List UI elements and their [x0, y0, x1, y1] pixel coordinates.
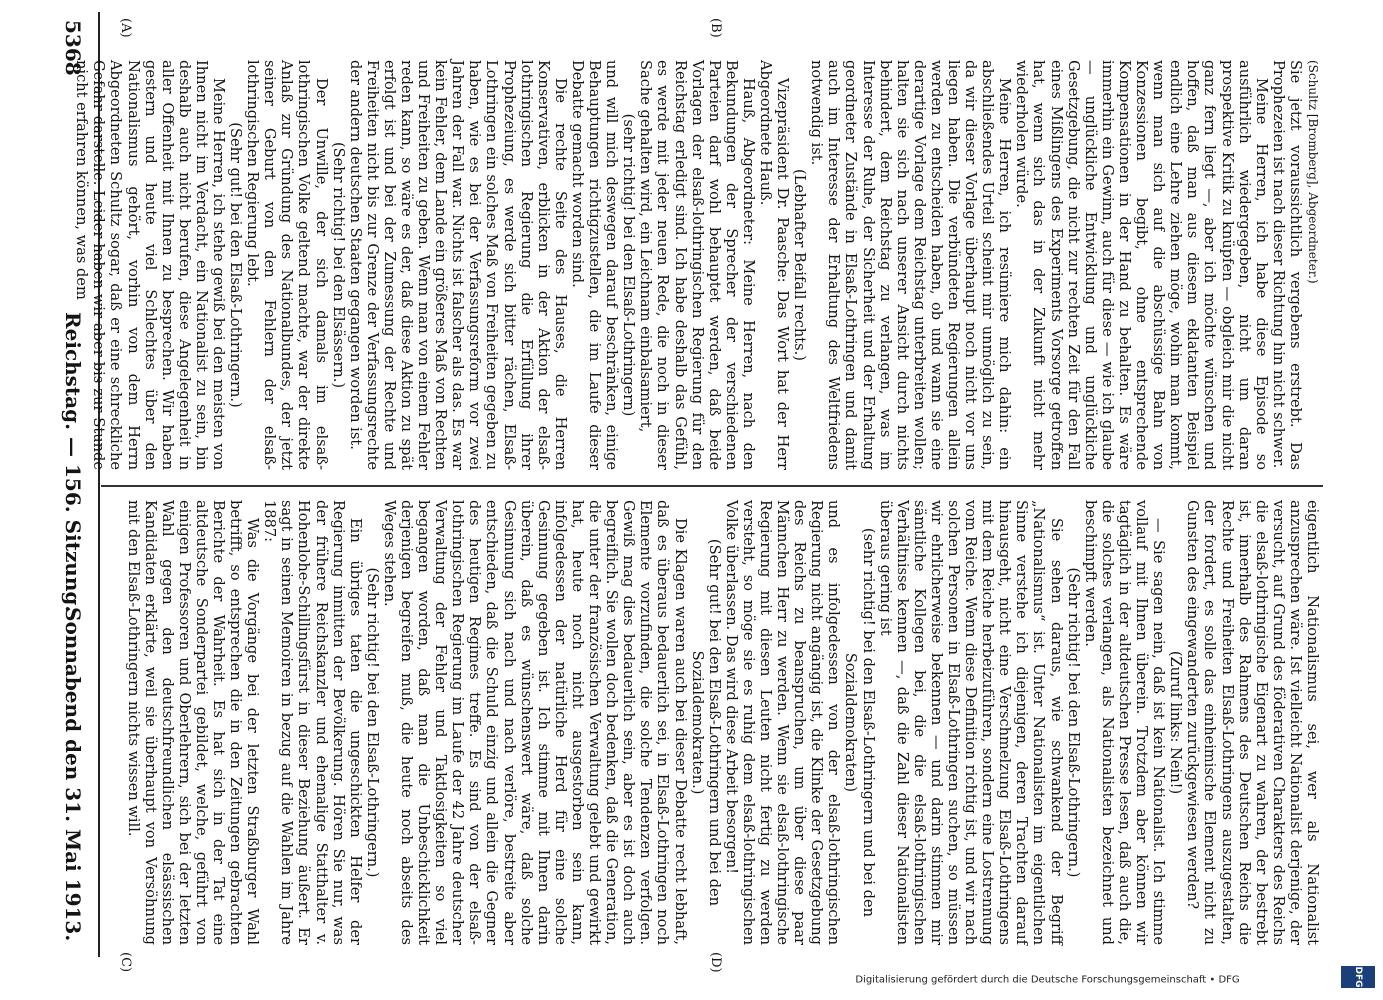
quotation: Was die Vorgänge bei der letzten Straßburger Wahl betrifft, so entsprechen die in den Zeitungen gebrachten Berichte der Wahrheit. Es hat sich in der Tat eine altdeutsche Sonderpartei gebildet, welche, geführt von einigen Professoren und Oberlehrern, sich bei der letzten Wahl gegen den deutschfreundlichen elsässischen Kandidaten erklärte, weil sie überhaupt von Versöhnung mit den Elsaß-Lothringern nichts wissen will.	[124, 500, 262, 945]
paragraph: Ein übriges taten die ungeschickten Helfer der Regierung inmitten der Bevölkerung. Hören Sie nur, was der frühere Reichskanzler und ehemalige Statthalter v. Hohenlohe-Schillingsfürst in dieser Beziehung äußert. Er sagt in seinen Memoiren in bezug auf die Wahlen im Jahre 1887:	[261, 500, 364, 945]
digitization-sidebar	[0, 960, 1383, 990]
digitization-credit: Digitalisierung gefördert durch die Deutsche Forschungsgemeinschaft • DFG	[855, 974, 1240, 986]
paragraph: Hauß, Abgeordneter: Meine Herren, nach den Bekundungen der Sprecher der verschiedenen Parteien darf wohl behauptet werden, daß beide Vorlagen der elsaß-lothringischen Regierung für den Reichstag erledigt sind. Ich habe deshalb das Gefühl, es werde mit jeder neuen Rede, die noch in dieser Sache gehalten wird, ein Leichnam einbalsamiert,	[637, 60, 757, 470]
paragraph: und es infolgedessen von der elsaß-lothringischen Regierung nicht angängig ist, die Klinke der Gesetzgebung des Reichs zu beanspruchen, um über diese paar Männchen Herr zu werden. Wenn sie elsaß-lothringische Regierung mit diesen Leuten nicht fertig zu werden versteht, so möge sie es ruhig dem elsaß-lothringischen Volke überlassen. Das wird diese Arbeit besorgen!	[722, 500, 843, 945]
interjection: (sehr richtig! bei den Elsaß-Lothringern)	[620, 113, 638, 417]
paragraph: Die rechte Seite des Hauses, die Herren Konservativen, erblicken in der Aktion der elsaß-lothringischen Regierung die Erfüllung ihrer Prophezeiung, es werde sich bitter rächen, Elsaß-Lothringen ein solches Maß von Freiheiten gegeben zu haben, wie es bei der Verfassungsreform vor zwei Jahren der Fall war. Nichts ist falscher als das. Es war kein Fehler, dem Lande ein größeres Maß von Rechten und Freiheiten zu geben. Wenn man von einem Fehler reden kann, so wäre es der, daß diese Aktion zu spät erfolgt ist und bei der Zumessung der Rechte und Freiheiten nicht bis zur Grenze der Verfassungsrechte der andern deutschen Staaten gegangen worden ist.	[346, 60, 569, 470]
column-divider	[101, 485, 1323, 487]
paragraph: Die Klagen waren auch bei dieser Debatte recht lebhaft, daß es überaus bedauerlich sei, in Elsaß-Lothringen noch Elemente vorzufinden, die solche Tendenzen verfolgen. Gewiß mag dies bedauerlich sein, aber es ist doch auch begreiflich. Sie wollen doch bedenken, daß die Generation, die unter der französischen Verwaltung gelebt und gewirkt hat, heute noch nicht ausgestorben sein kann, infolgedessen der natürliche Herd für eine solche Gesinnung gegeben ist. Ich stimme mit Ihnen darin überein, daß es wünschenswert wäre, daß solche Gesinnung sich nach und nach verlöre, bestreite aber entschieden, daß die Schuld einzig und allein die Gegner des heutigen Regimes treffe. Es sind von der elsaß-lothringischen Regierung im Laufe der 42 Jahre deutscher Verwaltung der Fehler und Taktlosigkeiten so viel begangen worden, daß man die Unbeschicklichkeit derjenigen begreifen muß, die heute noch abseits des Weges stehen.	[380, 500, 689, 945]
interjection: (Sehr gut! bei den Elsaß-Lothringern und bei den Sozialdemokraten.)	[688, 538, 723, 907]
interjection: (Lebhafter Beifall rechts.)	[791, 169, 809, 361]
paragraph: Meine Herren, ich habe diese Episode so ausführlich wiedergegeben, nicht um daran prospektive Kritik zu knüpfen — obgleich mir die nicht ganz fern liegt —, aber ich möchte wünschen und hoffen, daß man aus diesem eklatanten Beispiel endlich eine Lehre ziehen möge, wohin man kommt, wenn man sich auf die abschüssige Bahn von Konzessionen begibt, ohne entsprechende Kompensationen in der Hand zu behalten. Es wäre immerhin ein Gewinn, auch für diese — wie ich glaube — unglückliche Entwicklung und unglückliche Gesetzgebung, die nicht zur rechten Zeit für den Fall eines Mißlingens des Experiments Vorsorge getroffen hat, wenn sich das in der Zukunft nicht mehr wiederholen würde.	[1013, 60, 1270, 470]
paragraph: — Sie sagen nein, daß ist kein Nationalist. Ich stimme vollauf mit Ihnen überein. Trotzdem aber können wir tagtäglich in der altdeutschen Presse lesen, daß auch die, die solches verlangen, als Nationalisten bezeichnet und beschimpft werden.	[1081, 500, 1168, 945]
interjection: (Zuruf links: Nein!)	[1167, 650, 1185, 795]
paragraph: und will mich deswegen darauf beschränken, einige Behauptungen richtigzustellen, die im Laufe dieser Debatte gemacht worden sind.	[568, 60, 621, 470]
paragraph: Sie sehen daraus, wie schwankend der Begriff „Nationalismus“ ist. Unter Nationalisten im eigentlichen Sinne verstehe ich diejenigen, deren Trachten darauf hinausgeht, nicht eine Verschmelzung Elsaß-Lothringens mit dem Reiche herbeizuführen, sondern eine Lostrennung vom Reiche. Wenn diese Definition richtig ist, und wir nach solchen Personen in Elsaß-Lothringen suchen, so müssen wir ehrlicherweise bekennen — und darin stimmen mir sämtliche Kollegen bei, die die elsaß-lothringischen Verhältnisse kennen —, daß die Zahl dieser Nationalisten überaus gering ist	[876, 500, 1065, 945]
interjection: (sehr richtig! bei den Elsaß-Lothringern und bei den Sozialdemokraten)	[842, 527, 877, 918]
page-number: 5368	[61, 20, 85, 76]
interjection: (Sehr richtig! bei den Elsaß-Lothringern.)	[1064, 567, 1082, 878]
margin-marker-d: (D)	[708, 952, 723, 973]
paragraph: Sie jetzt voraussichtlich vergebens erstrebt. Das Prophezeien ist nach dieser Richtung hin nicht schwer.	[1269, 60, 1304, 470]
dfg-logo: DFG	[1341, 966, 1375, 988]
paragraph: Der Unwille, der sich damals im elsaß-lothringischen Volke geltend machte, war der direkte Anlaß zur Gründung des Nationalbundes, der jetzt seiner Geburt von den Fehlern der elsaß-lothringischen Regierung lebt.	[244, 60, 330, 470]
left-text-column	[73, 60, 1321, 470]
session-title: Reichstag. — 156. Sitzung.	[61, 312, 85, 613]
margin-marker-a: (A)	[118, 18, 133, 38]
paragraph: Vizepräsident Dr. Paasche: Das Wort hat der Herr Abgeordnete Hauß.	[757, 60, 792, 470]
interjection: (Sehr richtig! bei den Elsaß-Lothringern.)	[363, 567, 381, 878]
margin-marker-b: (B)	[708, 18, 723, 38]
speaker-header: (Schultz [Bromberg], Abgeordneter.)	[1306, 60, 1320, 284]
margin-marker-c: (C)	[118, 952, 133, 973]
paragraph: Meine Herren, ich stehe gewiß bei den meisten von Ihnen nicht im Verdacht, ein Nationalist zu sein, bin deshalb auch nicht berufen, diese Angelegenheit in aller Offenheit mit Ihnen zu besprechen. Wir haben gestern und heute viel Schlechtes über den Nationalismus gehört, vorhin von dem Herrn Abgeordneten Schultz sogar, daß er eine schreckliche Gefahr darstelle. Leider haben wir aber bis zur Stunde nicht erfahren können, was dem	[73, 60, 227, 470]
interjection: (Sehr gut! bei den Elsaß-Lothringern.)	[227, 122, 245, 408]
session-date: Sonnabend den 31. Mai 1913.	[61, 607, 85, 942]
paragraph: eigentlich Nationalismus sei, wer als Nationalist anzusprechen wäre. Ist vielleicht Nationalist derjenige, der versucht, auf Grund des föderativen Charakters des Reichs die elsaß-lothringische Eigenart zu wahren, der bestrebt ist, innerhalb des Rahmens des Deutschen Reichs die Rechte und Freiheiten Elsaß-Lothringens auszugestalten, der fordert, es solle das einheimische Element nicht zu Gunsten des eingewanderten zurückgewiesen werden?	[1184, 500, 1321, 945]
interjection: (Sehr richtig! bei den Elsässern.)	[329, 141, 347, 389]
paragraph: Meine Herren, ich resümiere mich dahin: ein abschließendes Urteil scheint mir unmöglich zu sein, da wir dieser Vorlage überhaupt noch nicht vor uns liegen haben. Die verbündeten Regierungen allein werden zu entscheiden haben, ob und wann sie eine derartige Vorlage dem Reichstag unterbreiten wollen; halten sie sich nach unserer Ansicht durch nichts behindert, dem Reichstag zu verlangen, was im Interesse der Ruhe, der Sicherheit und der Erhaltung geordneter Zustände in Elsaß-Lothringen und damit auch im Interesse der Erhaltung des Weltfriedens notwendig ist.	[808, 60, 1014, 470]
right-text-column	[106, 500, 1321, 945]
